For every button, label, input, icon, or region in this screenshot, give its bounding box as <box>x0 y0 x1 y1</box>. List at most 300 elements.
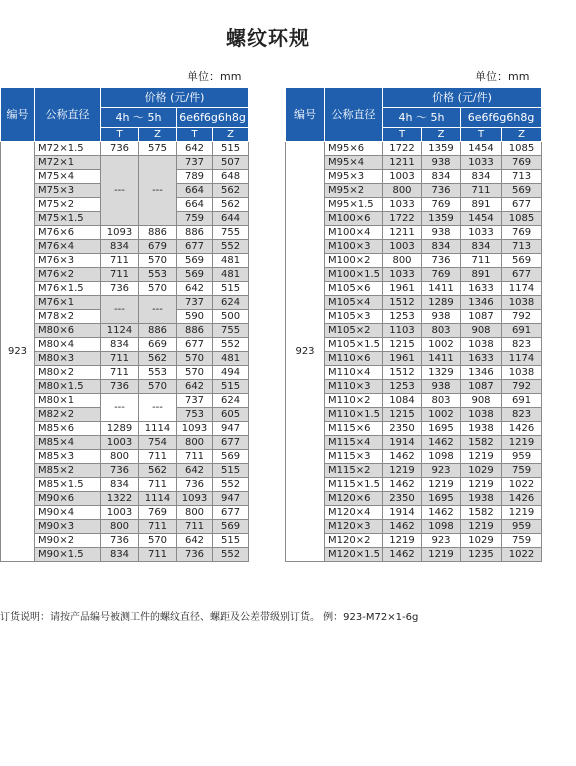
price-cell: 515 <box>213 282 249 296</box>
table-row <box>286 422 542 436</box>
nominal-size: M85×2 <box>35 464 101 478</box>
nominal-size: M85×1.5 <box>35 478 101 492</box>
nominal-size: M120×1.5 <box>325 548 383 562</box>
price-cell: 552 <box>213 338 249 352</box>
price-cell: 759 <box>502 464 542 478</box>
price-cell: 1462 <box>383 478 422 492</box>
price-cell: 605 <box>213 408 249 422</box>
price-cell: 664 <box>177 198 213 212</box>
price-cell: 823 <box>502 408 542 422</box>
unit-label-right: 单位：mm <box>475 70 530 83</box>
table-row <box>1 520 249 534</box>
table-row <box>1 436 249 450</box>
nominal-size: M80×3 <box>35 352 101 366</box>
price-cell: 679 <box>139 240 177 254</box>
price-cell: 1087 <box>461 310 502 324</box>
price-cell: 711 <box>139 478 177 492</box>
price-cell: 552 <box>213 240 249 254</box>
price-cell: 1033 <box>383 198 422 212</box>
price-cell: 711 <box>101 254 139 268</box>
header-grade-6e6f6g6h8g: 6e6f6g6h8g <box>461 108 542 128</box>
table-row <box>286 436 542 450</box>
price-cell: 515 <box>213 142 249 156</box>
price-cell: 1426 <box>502 422 542 436</box>
header-size: 公称直径 <box>35 88 101 142</box>
price-cell: 800 <box>101 520 139 534</box>
price-cell: 1085 <box>502 142 542 156</box>
price-cell: 1938 <box>461 422 502 436</box>
price-cell: 1633 <box>461 282 502 296</box>
price-cell: 481 <box>213 254 249 268</box>
nominal-size: M110×2 <box>325 394 383 408</box>
price-cell: 769 <box>422 268 461 282</box>
price-unavailable: --- <box>101 156 139 226</box>
table-row <box>286 240 542 254</box>
price-cell: 1462 <box>422 436 461 450</box>
price-cell: 569 <box>177 268 213 282</box>
table-row <box>1 450 249 464</box>
price-cell: 736 <box>101 464 139 478</box>
nominal-size: M76×2 <box>35 268 101 282</box>
price-cell: 494 <box>213 366 249 380</box>
price-cell: 737 <box>177 156 213 170</box>
price-cell: 908 <box>461 324 502 338</box>
table-row <box>1 380 249 394</box>
nominal-size: M72×1.5 <box>35 142 101 156</box>
price-cell: 886 <box>177 324 213 338</box>
price-cell: 1029 <box>461 534 502 548</box>
price-cell: 1103 <box>383 324 422 338</box>
price-cell: 834 <box>101 338 139 352</box>
price-cell: 1114 <box>139 492 177 506</box>
header-price: 价格 (元/件) <box>383 88 542 108</box>
nominal-size: M105×6 <box>325 282 383 296</box>
price-cell: 1219 <box>502 506 542 520</box>
price-cell: 1695 <box>422 422 461 436</box>
price-cell: 737 <box>177 394 213 408</box>
nominal-size: M76×1 <box>35 296 101 310</box>
price-cell: 938 <box>422 380 461 394</box>
price-cell: 575 <box>139 142 177 156</box>
nominal-size: M100×4 <box>325 226 383 240</box>
price-cell: 515 <box>213 534 249 548</box>
table-row <box>286 380 542 394</box>
price-cell: 1359 <box>422 142 461 156</box>
table-row <box>1 492 249 506</box>
price-cell: 891 <box>461 268 502 282</box>
price-unavailable: --- <box>101 296 139 324</box>
price-cell: 642 <box>177 380 213 394</box>
price-cell: 1219 <box>422 478 461 492</box>
price-cell: 1462 <box>422 506 461 520</box>
table-row <box>286 534 542 548</box>
price-cell: 1329 <box>422 366 461 380</box>
price-cell: 1454 <box>461 212 502 226</box>
nominal-size: M90×2 <box>35 534 101 548</box>
price-cell: 677 <box>502 198 542 212</box>
nominal-size: M115×2 <box>325 464 383 478</box>
table-row <box>286 338 542 352</box>
table-row <box>286 352 542 366</box>
table-row <box>286 548 542 562</box>
price-cell: 800 <box>177 506 213 520</box>
price-cell: 569 <box>213 450 249 464</box>
price-cell: 959 <box>502 450 542 464</box>
nominal-size: M115×3 <box>325 450 383 464</box>
table-row <box>286 324 542 338</box>
table-row <box>286 268 542 282</box>
price-cell: 711 <box>177 520 213 534</box>
price-cell: 1235 <box>461 548 502 562</box>
price-cell: 736 <box>101 380 139 394</box>
price-cell: 923 <box>422 464 461 478</box>
nominal-size: M105×2 <box>325 324 383 338</box>
nominal-size: M120×4 <box>325 506 383 520</box>
price-unavailable: --- <box>139 296 177 324</box>
nominal-size: M100×2 <box>325 254 383 268</box>
price-cell: 1219 <box>422 548 461 562</box>
unit-label-left: 单位：mm <box>187 70 242 83</box>
table-row <box>286 492 542 506</box>
price-cell: 1582 <box>461 436 502 450</box>
price-cell: 1914 <box>383 436 422 450</box>
price-cell: 1085 <box>502 212 542 226</box>
table-row <box>286 408 542 422</box>
price-cell: 1253 <box>383 310 422 324</box>
price-cell: 1003 <box>383 240 422 254</box>
price-cell: 1633 <box>461 352 502 366</box>
price-cell: 736 <box>101 282 139 296</box>
price-cell: 481 <box>213 352 249 366</box>
table-row <box>1 464 249 478</box>
header-z: Z <box>139 128 177 142</box>
page-title: 螺纹环规 <box>226 26 310 50</box>
price-cell: 753 <box>177 408 213 422</box>
nominal-size: M72×1 <box>35 156 101 170</box>
price-cell: 569 <box>502 184 542 198</box>
nominal-size: M95×3 <box>325 170 383 184</box>
price-cell: 552 <box>213 478 249 492</box>
price-cell: 938 <box>422 310 461 324</box>
price-cell: 515 <box>213 380 249 394</box>
price-cell: 1289 <box>422 296 461 310</box>
price-cell: 759 <box>177 212 213 226</box>
price-cell: 1454 <box>461 142 502 156</box>
price-cell: 1038 <box>461 408 502 422</box>
table-row <box>286 170 542 184</box>
price-cell: 677 <box>213 506 249 520</box>
price-cell: 624 <box>213 296 249 310</box>
nominal-size: M105×4 <box>325 296 383 310</box>
price-cell: 677 <box>502 268 542 282</box>
price-cell: 1022 <box>502 548 542 562</box>
price-cell: 1211 <box>383 226 422 240</box>
price-cell: 1219 <box>383 534 422 548</box>
price-cell: 570 <box>139 380 177 394</box>
price-cell: 886 <box>139 324 177 338</box>
price-cell: 834 <box>422 240 461 254</box>
nominal-size: M80×1 <box>35 394 101 408</box>
header-grade-4h5h: 4h ～ 5h <box>101 108 177 128</box>
price-cell: 570 <box>139 282 177 296</box>
price-cell: 1087 <box>461 380 502 394</box>
price-cell: 736 <box>177 478 213 492</box>
price-unavailable: --- <box>139 394 177 422</box>
table-row <box>1 282 249 296</box>
table-row <box>286 156 542 170</box>
nominal-size: M80×2 <box>35 366 101 380</box>
table-row <box>1 268 249 282</box>
table-row <box>286 198 542 212</box>
nominal-size: M105×1.5 <box>325 338 383 352</box>
table-row <box>286 310 542 324</box>
table-row <box>286 142 542 156</box>
price-cell: 1093 <box>101 226 139 240</box>
price-cell: 553 <box>139 268 177 282</box>
nominal-size: M90×4 <box>35 506 101 520</box>
product-number: 923 <box>286 142 325 562</box>
price-cell: 1002 <box>422 408 461 422</box>
nominal-size: M100×6 <box>325 212 383 226</box>
nominal-size: M120×2 <box>325 534 383 548</box>
price-cell: 500 <box>213 310 249 324</box>
nominal-size: M85×6 <box>35 422 101 436</box>
price-cell: 1219 <box>383 464 422 478</box>
price-cell: 800 <box>101 450 139 464</box>
nominal-size: M120×6 <box>325 492 383 506</box>
price-cell: 1426 <box>502 492 542 506</box>
price-cell: 711 <box>139 548 177 562</box>
nominal-size: M85×4 <box>35 436 101 450</box>
price-cell: 1722 <box>383 212 422 226</box>
price-cell: 713 <box>502 170 542 184</box>
price-cell: 711 <box>461 254 502 268</box>
price-cell: 1022 <box>502 478 542 492</box>
price-cell: 800 <box>177 436 213 450</box>
price-cell: 736 <box>422 184 461 198</box>
table-row <box>286 296 542 310</box>
price-cell: 908 <box>461 394 502 408</box>
price-cell: 1346 <box>461 366 502 380</box>
table-row <box>1 240 249 254</box>
price-cell: 2350 <box>383 422 422 436</box>
price-cell: 1411 <box>422 282 461 296</box>
price-cell: 642 <box>177 464 213 478</box>
table-row <box>1 156 249 170</box>
table-row <box>286 282 542 296</box>
price-cell: 570 <box>177 352 213 366</box>
header-price: 价格 (元/件) <box>101 88 249 108</box>
price-cell: 562 <box>139 352 177 366</box>
price-cell: 552 <box>213 548 249 562</box>
price-cell: 648 <box>213 170 249 184</box>
price-cell: 570 <box>139 254 177 268</box>
price-cell: 834 <box>101 548 139 562</box>
price-cell: 1961 <box>383 352 422 366</box>
price-cell: 923 <box>422 534 461 548</box>
header-grade-4h5h: 4h ～ 5h <box>383 108 461 128</box>
price-cell: 669 <box>139 338 177 352</box>
price-cell: 481 <box>213 268 249 282</box>
price-cell: 1033 <box>383 268 422 282</box>
table-row <box>1 226 249 240</box>
price-cell: 1462 <box>383 450 422 464</box>
nominal-size: M90×3 <box>35 520 101 534</box>
price-cell: 1084 <box>383 394 422 408</box>
price-cell: 938 <box>422 156 461 170</box>
price-cell: 947 <box>213 422 249 436</box>
price-unavailable: --- <box>139 156 177 226</box>
price-cell: 1462 <box>383 548 422 562</box>
table-row <box>1 478 249 492</box>
nominal-size: M75×1.5 <box>35 212 101 226</box>
nominal-size: M110×3 <box>325 380 383 394</box>
price-cell: 713 <box>502 240 542 254</box>
price-cell: 515 <box>213 464 249 478</box>
nominal-size: M76×3 <box>35 254 101 268</box>
nominal-size: M115×6 <box>325 422 383 436</box>
nominal-size: M110×6 <box>325 352 383 366</box>
price-cell: 1002 <box>422 338 461 352</box>
table-row <box>1 254 249 268</box>
price-cell: 562 <box>139 464 177 478</box>
price-cell: 590 <box>177 310 213 324</box>
nominal-size: M115×1.5 <box>325 478 383 492</box>
table-row <box>1 394 249 408</box>
price-cell: 507 <box>213 156 249 170</box>
table-row <box>286 506 542 520</box>
price-cell: 1114 <box>139 422 177 436</box>
price-cell: 691 <box>502 394 542 408</box>
product-number: 923 <box>1 142 35 562</box>
price-cell: 1219 <box>502 436 542 450</box>
nominal-size: M100×3 <box>325 240 383 254</box>
table-row <box>1 366 249 380</box>
price-cell: 664 <box>177 184 213 198</box>
price-cell: 1346 <box>461 296 502 310</box>
nominal-size: M75×4 <box>35 170 101 184</box>
price-cell: 1219 <box>461 520 502 534</box>
price-cell: 1462 <box>383 520 422 534</box>
header-no: 编号 <box>1 88 35 142</box>
table-row <box>1 296 249 310</box>
price-cell: 834 <box>422 170 461 184</box>
price-cell: 1033 <box>461 156 502 170</box>
price-cell: 834 <box>461 240 502 254</box>
table-row <box>1 548 249 562</box>
nominal-size: M95×6 <box>325 142 383 156</box>
price-cell: 1003 <box>101 436 139 450</box>
price-cell: 1938 <box>461 492 502 506</box>
price-cell: 1512 <box>383 296 422 310</box>
price-cell: 759 <box>502 534 542 548</box>
nominal-size: M85×3 <box>35 450 101 464</box>
price-cell: 570 <box>177 366 213 380</box>
header-z: Z <box>502 128 542 142</box>
nominal-size: M90×6 <box>35 492 101 506</box>
table-row <box>1 338 249 352</box>
price-cell: 947 <box>213 492 249 506</box>
price-cell: 644 <box>213 212 249 226</box>
price-cell: 737 <box>177 296 213 310</box>
price-cell: 1174 <box>502 282 542 296</box>
price-cell: 792 <box>502 310 542 324</box>
price-table-left <box>0 87 249 562</box>
price-cell: 1722 <box>383 142 422 156</box>
price-cell: 823 <box>502 338 542 352</box>
table-row <box>1 142 249 156</box>
nominal-size: M76×1.5 <box>35 282 101 296</box>
price-cell: 1003 <box>383 170 422 184</box>
price-cell: 711 <box>461 184 502 198</box>
price-cell: 736 <box>101 142 139 156</box>
price-cell: 938 <box>422 226 461 240</box>
price-cell: 1289 <box>101 422 139 436</box>
price-cell: 711 <box>139 450 177 464</box>
nominal-size: M110×1.5 <box>325 408 383 422</box>
price-cell: 736 <box>422 254 461 268</box>
nominal-size: M78×2 <box>35 310 101 324</box>
price-cell: 1003 <box>101 506 139 520</box>
price-cell: 1219 <box>461 450 502 464</box>
price-cell: 1093 <box>177 422 213 436</box>
price-cell: 754 <box>139 436 177 450</box>
price-cell: 1029 <box>461 464 502 478</box>
header-t: T <box>383 128 422 142</box>
nominal-size: M115×4 <box>325 436 383 450</box>
nominal-size: M75×3 <box>35 184 101 198</box>
price-cell: 736 <box>101 534 139 548</box>
price-cell: 2350 <box>383 492 422 506</box>
header-z: Z <box>422 128 461 142</box>
price-cell: 886 <box>139 226 177 240</box>
table-row <box>286 212 542 226</box>
price-table-right <box>285 87 542 562</box>
price-cell: 1093 <box>177 492 213 506</box>
price-cell: 789 <box>177 170 213 184</box>
price-cell: 711 <box>101 268 139 282</box>
price-cell: 1215 <box>383 408 422 422</box>
price-cell: 803 <box>422 324 461 338</box>
nominal-size: M120×3 <box>325 520 383 534</box>
price-cell: 800 <box>383 254 422 268</box>
price-cell: 569 <box>177 254 213 268</box>
price-cell: 1512 <box>383 366 422 380</box>
price-cell: 642 <box>177 142 213 156</box>
price-cell: 1211 <box>383 156 422 170</box>
nominal-size: M80×4 <box>35 338 101 352</box>
header-z: Z <box>213 128 249 142</box>
price-cell: 691 <box>502 324 542 338</box>
table-row <box>286 184 542 198</box>
table-row <box>286 520 542 534</box>
price-cell: 1695 <box>422 492 461 506</box>
price-cell: 886 <box>177 226 213 240</box>
nominal-size: M95×4 <box>325 156 383 170</box>
price-cell: 1411 <box>422 352 461 366</box>
price-cell: 642 <box>177 282 213 296</box>
header-size: 公称直径 <box>325 88 383 142</box>
price-cell: 570 <box>139 534 177 548</box>
table-row <box>286 394 542 408</box>
price-cell: 553 <box>139 366 177 380</box>
price-cell: 677 <box>177 240 213 254</box>
price-cell: 569 <box>502 254 542 268</box>
price-cell: 569 <box>213 520 249 534</box>
table-row <box>1 422 249 436</box>
price-cell: 1961 <box>383 282 422 296</box>
table-row <box>1 506 249 520</box>
